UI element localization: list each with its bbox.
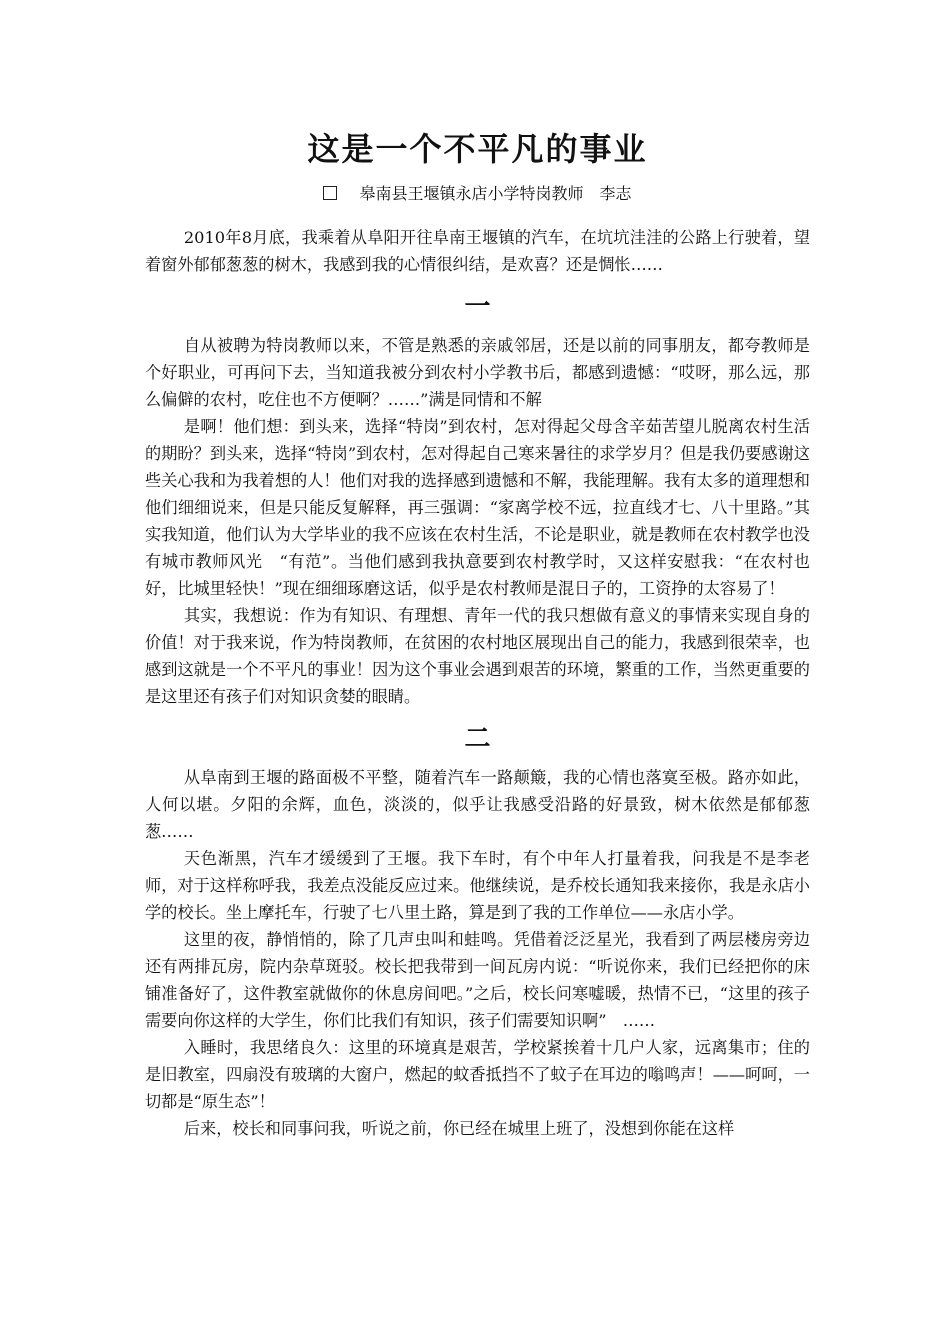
- section-1-paragraph-2: 是啊！他们想：到头来，选择“特岗”到农村，怎对得起父母含辛茹苦望儿脱离农村生活的期盼？到头来，选择“特岗”到农村，怎对得起自己寒来暑往的求学岁月？但是我仍要感谢这些关心我和为我着想的人！他们对我的选择感到遗憾和不解，我能理解。我有太多的道理想和他们细细说来，但是只能反复解释，再三强调：“家离学校不远，拉直线才七、八十里路。”其实我知道，他们认为大学毕业的我不应该在农村生活，不论是职业，就是教师在农村教学也没有城市教师风光 “有范”。当他们感到我执意要到农村教学时，又这样安慰我：“在农村也好，比城里轻快！”现在细细琢磨这话，似乎是农村教师是混日子的，工资挣的太容易了！: [145, 417, 810, 599]
- section-2-paragraph-2: 天色渐黑，汽车才缓缓到了王堰。我下车时，有个中年人打量着我，问我是不是李老师，对于这样称呼我，我差点没能反应过来。他继续说，是乔校长通知我来接你，我是永店小学的校长。坐上摩托车，行驶了七八里土路，算是到了我的工作单位——永店小学。: [145, 849, 810, 923]
- article-title: 这是一个不平凡的事业: [307, 130, 648, 168]
- byline-text: 皋南县王堰镇永店小学特岗教师 李志: [359, 184, 632, 204]
- section-2-paragraph-1: 从阜南到王堰的路面极不平整，随着汽车一路颠簸，我的心情也落寞至极。路亦如此，人何以堪。夕阳的余辉，血色，淡淡的，似乎让我感受沿路的好景致，树木依然是郁郁葱葱……: [145, 768, 810, 842]
- byline: [145, 182, 810, 206]
- section-1-paragraph-1: 自从被聘为特岗教师以来，不管是熟悉的亲戚邻居，还是以前的同事朋友，都夸教师是个好职业，可再问下去，当知道我被分到农村小学教书后，都感到遗憾：“哎呀，那么远，那么偏僻的农村，吃住也不方便啊？……”满是同情和不解: [145, 336, 810, 410]
- square-bullet-icon: [323, 186, 337, 200]
- intro-paragraph: 2010年8月底，我乘着从阜阳开往阜南王堰镇的汽车，在坑坑洼洼的公路上行驶着，望着窗外郁郁葱葱的树木，我感到我的心情很纠结，是欢喜？还是惆怅……: [145, 228, 810, 275]
- section-1-paragraph-3: 其实，我想说：作为有知识、有理想、青年一代的我只想做有意义的事情来实现自身的价值！对于我来说，作为特岗教师，在贫困的农村地区展现出自己的能力，我感到很荣幸，也感到这就是一个不平凡的事业！因为这个事业会遇到艰苦的环境，繁重的工作，当然更重要的是这里还有孩子们对知识贪婪的眼睛。: [145, 606, 810, 707]
- document-page: [145, 118, 810, 1142]
- section-2-paragraph-4: 入睡时，我思绪良久：这里的环境真是艰苦，学校紧挨着十几户人家，远离集市；住的是旧教室，四扇没有玻璃的大窗户，燃起的蚊香抵挡不了蚊子在耳边的嗡鸣声！——呵呵，一切都是“原生态”！: [145, 1038, 810, 1112]
- section-number-1: 一: [464, 292, 491, 323]
- section-2-paragraph-5: 后来，校长和同事问我，听说之前，你已经在城里上班了，没想到你能在这样: [183, 1119, 735, 1139]
- section-2-paragraph-3: 这里的夜，静悄悄的，除了几声虫叫和蛙鸣。凭借着泛泛星光，我看到了两层楼房旁边还有两排瓦房，院内杂草斑驳。校长把我带到一间瓦房内说：“听说你来，我们已经把你的床铺准备好了，这件教室就做你的休息房间吧。”之后，校长问寒嘘暖，热情不已，“这里的孩子需要向你这样的大学生，你们比我们有知识，孩子们需要知识啊” ……: [145, 930, 810, 1031]
- section-number-2: 二: [464, 724, 491, 755]
